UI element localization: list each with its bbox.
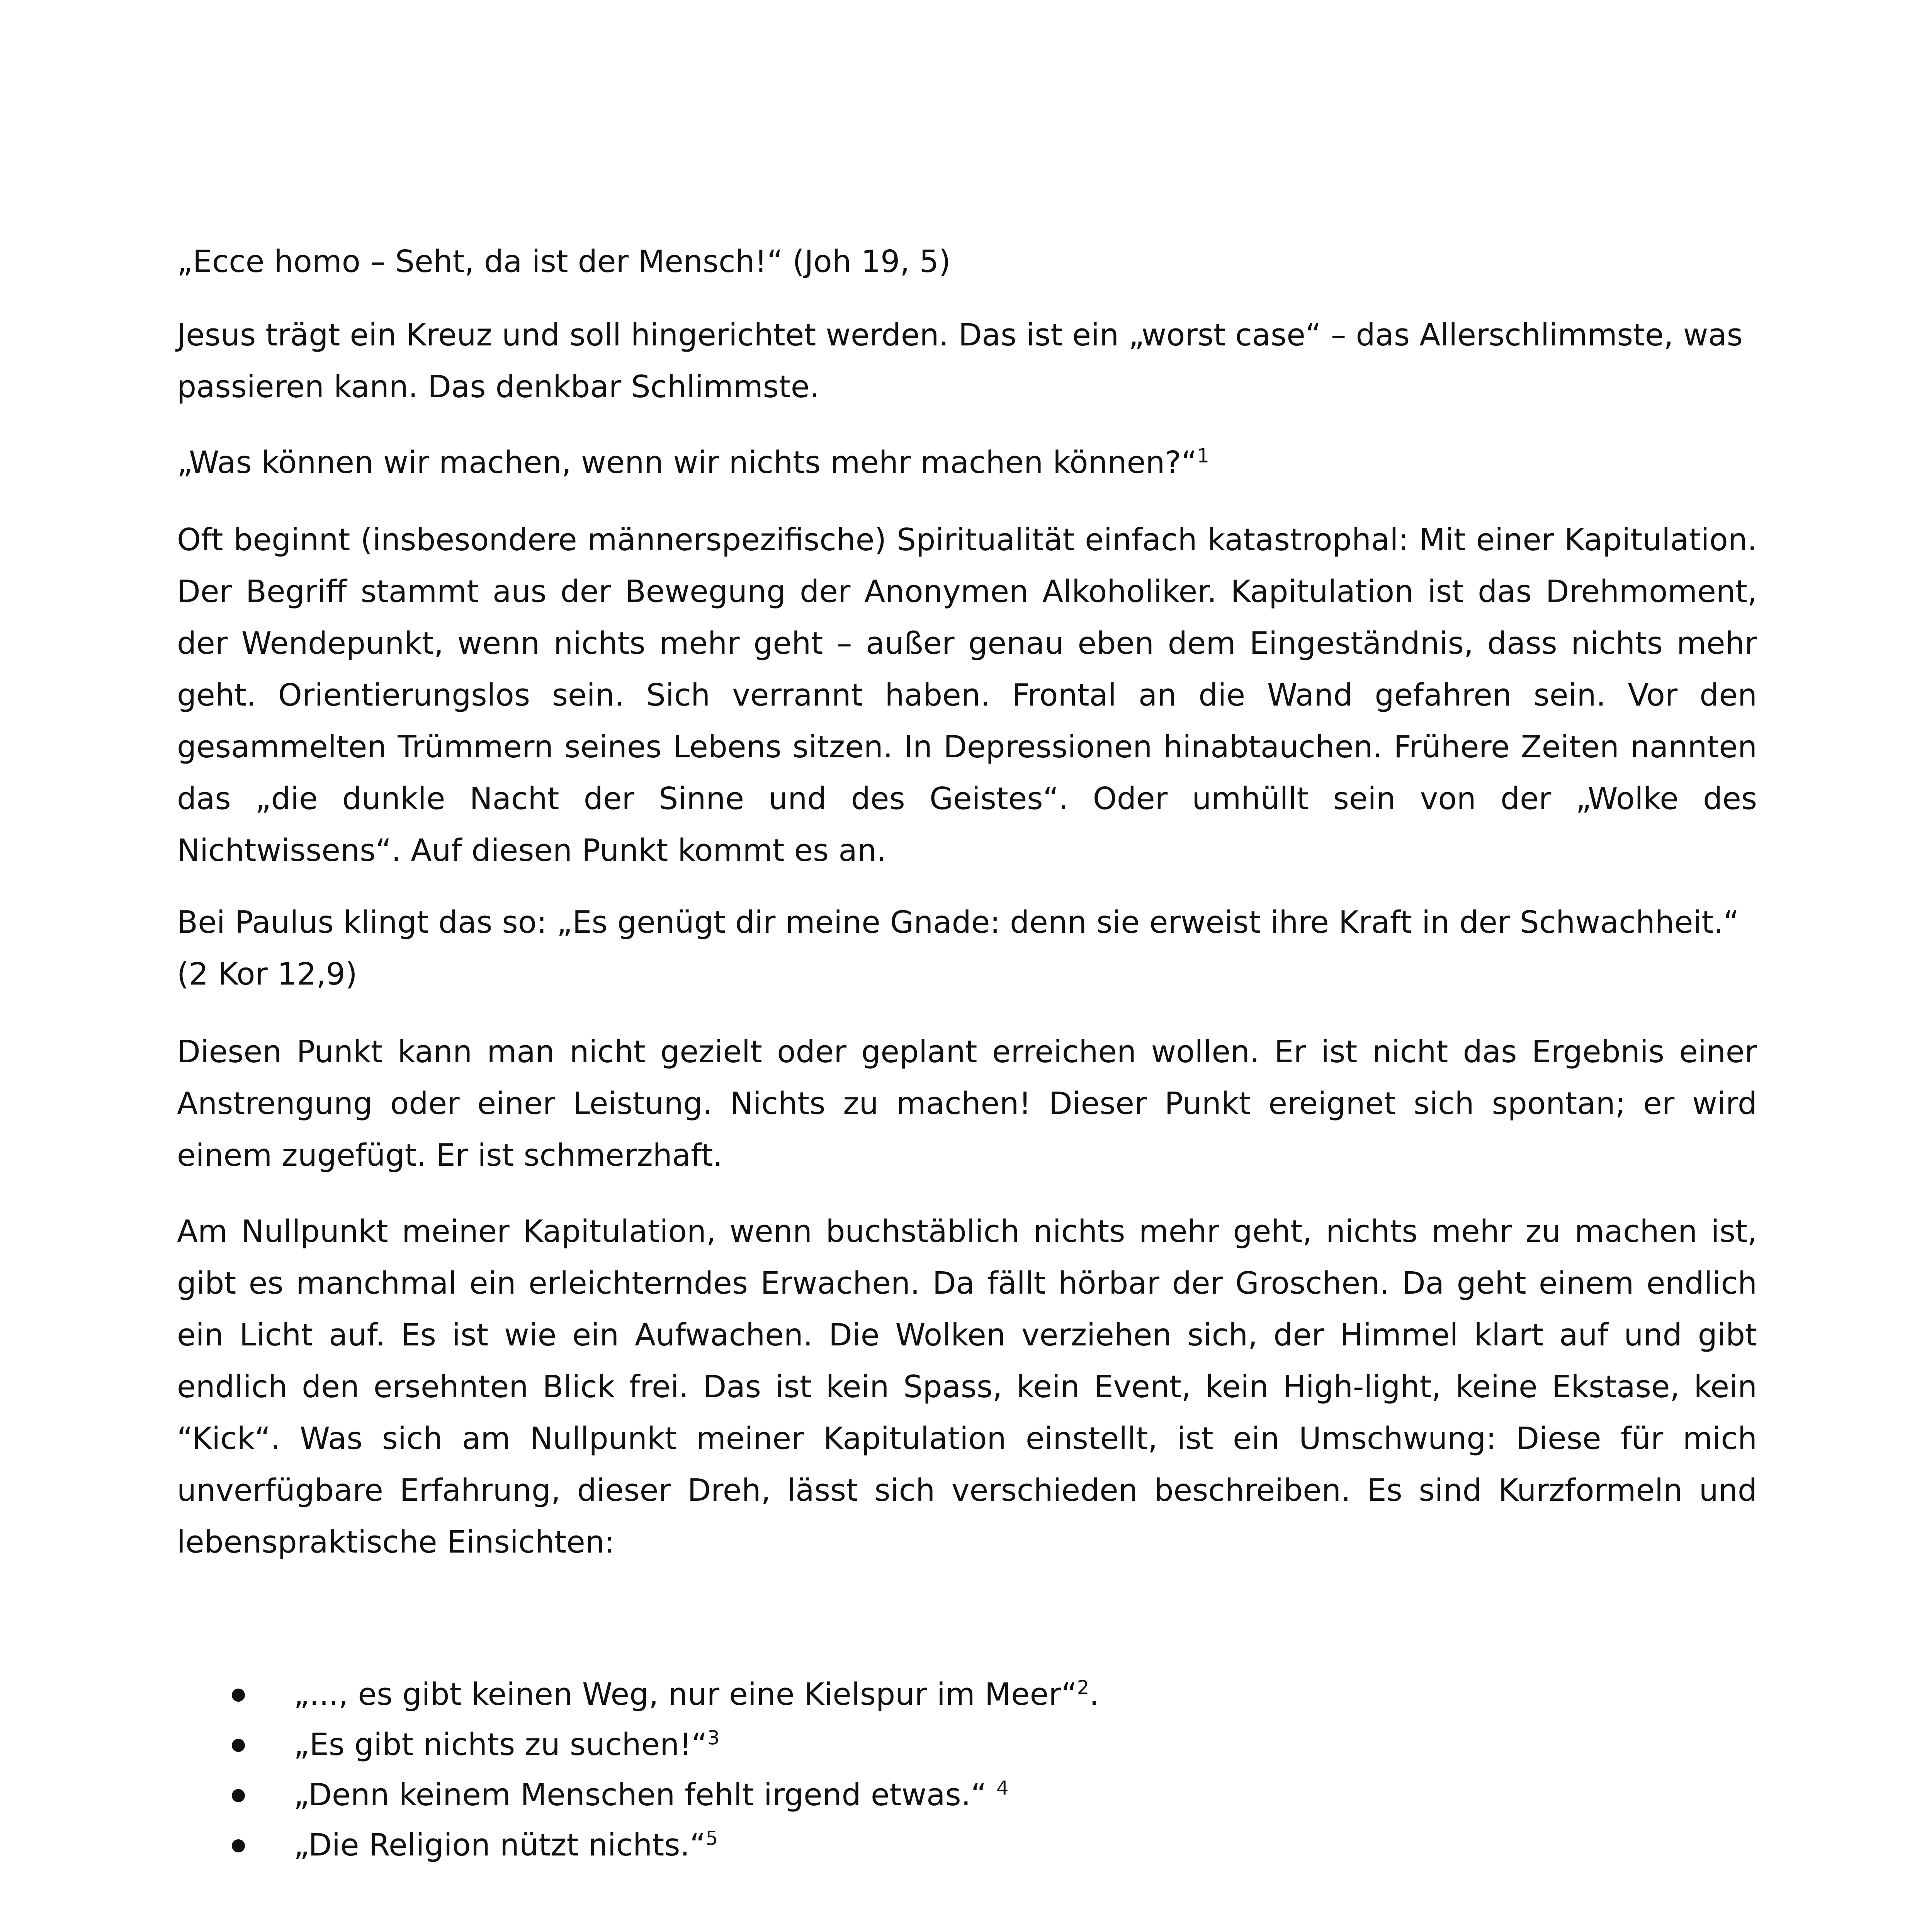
list-item-text: „Die Religion nützt nichts.“ <box>294 1827 706 1863</box>
footnote-marker-4: 4 <box>996 1777 1009 1799</box>
list-item-text: „Es gibt nichts zu suchen!“ <box>294 1727 707 1762</box>
paragraph-5: Diesen Punkt kann man nicht gezielt oder geplant erreichen wollen. Er ist nicht das Ergebnis einer Anstrengung oder einer Leistung. Nichts zu machen! Dieser Punkt ereignet sich spontan; er wird einem zugefügt. Er ist schmerzhaft. <box>177 1034 1757 1173</box>
footnote-marker-3: 3 <box>707 1726 720 1749</box>
bullet-icon <box>232 1739 245 1752</box>
paragraph-4: Bei Paulus klingt das so: „Es genügt dir meine Gnade: denn sie erweist ihre Kraft in der Schwachheit.“ (2 Kor 12,9) <box>177 905 1739 992</box>
footnote-marker-1: 1 <box>1197 444 1210 467</box>
paragraph-1: Jesus trägt ein Kreuz und soll hingerichtet werden. Das ist ein „worst case“ – das Allerschlimmste, was passieren kann. Das denkbar Schlimmste. <box>177 317 1743 405</box>
list-item <box>224 1770 1731 1820</box>
bullet-icon <box>232 1689 245 1702</box>
list-item-text: „Denn keinem Menschen fehlt irgend etwas.“ <box>294 1777 996 1813</box>
insight-list <box>224 1669 1731 1870</box>
paragraph-6: Am Nullpunkt meiner Kapitulation, wenn buchstäblich nichts mehr geht, nichts mehr zu machen ist, gibt es manchmal ein erleichterndes Erwachen. Da fällt hörbar der Groschen. Da geht einem endlich ein Licht auf. Es ist wie ein Aufwachen. Die Wolken verziehen sich, der Himmel klart auf und gibt endlich den ersehnten Blick frei. Das ist kein Spass, kein Event, kein High-light, keine Ekstase, kein “Kick“. Was sich am Nullpunkt meiner Kapitulation einstellt, ist ein Umschwung: Diese für mich unverfügbare Erfahrung, dieser Dreh, lässt sich verschieden beschreiben. Es sind Kurzformeln und lebenspraktische Einsichten: <box>177 1214 1757 1560</box>
heading-quote: „Ecce homo – Seht, da ist der Mensch!“ (Joh 19, 5) <box>177 244 951 279</box>
paragraph-3: Oft beginnt (insbesondere männerspezifische) Spiritualität einfach katastrophal: Mit einer Kapitulation. Der Begriff stammt aus der Bewegung der Anonymen Alkoholiker. Kapitulation ist das Drehmoment, der Wendepunkt, wenn nichts mehr geht – außer genau eben dem Eingeständnis, dass nichts mehr geht. Orientierungslos sein. Sich verrannt haben. Frontal an die Wand gefahren sein. Vor den gesammelten Trümmern seines Lebens sitzen. In Depressionen hinabtauchen. Frühere Zeiten nannten das „die dunkle Nacht der Sinne und des Geistes“. Oder umhüllt sein von der „Wolke des Nichtwissens“. Auf diesen Punkt kommt es an. <box>177 522 1757 868</box>
paragraph-2-text: „Was können wir machen, wenn wir nichts mehr machen können?“ <box>177 445 1197 480</box>
list-item-tail: . <box>1089 1677 1099 1712</box>
bullet-icon <box>232 1789 245 1802</box>
paragraph-2 <box>177 437 1757 488</box>
list-item-text: „..., es gibt keinen Weg, nur eine Kielspur im Meer“ <box>294 1677 1077 1712</box>
footnote-marker-2: 2 <box>1077 1676 1089 1699</box>
footnote-marker-5: 5 <box>705 1827 718 1850</box>
list-item <box>224 1820 1731 1870</box>
list-item <box>224 1719 1731 1770</box>
list-item <box>224 1669 1731 1719</box>
bullet-icon <box>232 1839 245 1852</box>
